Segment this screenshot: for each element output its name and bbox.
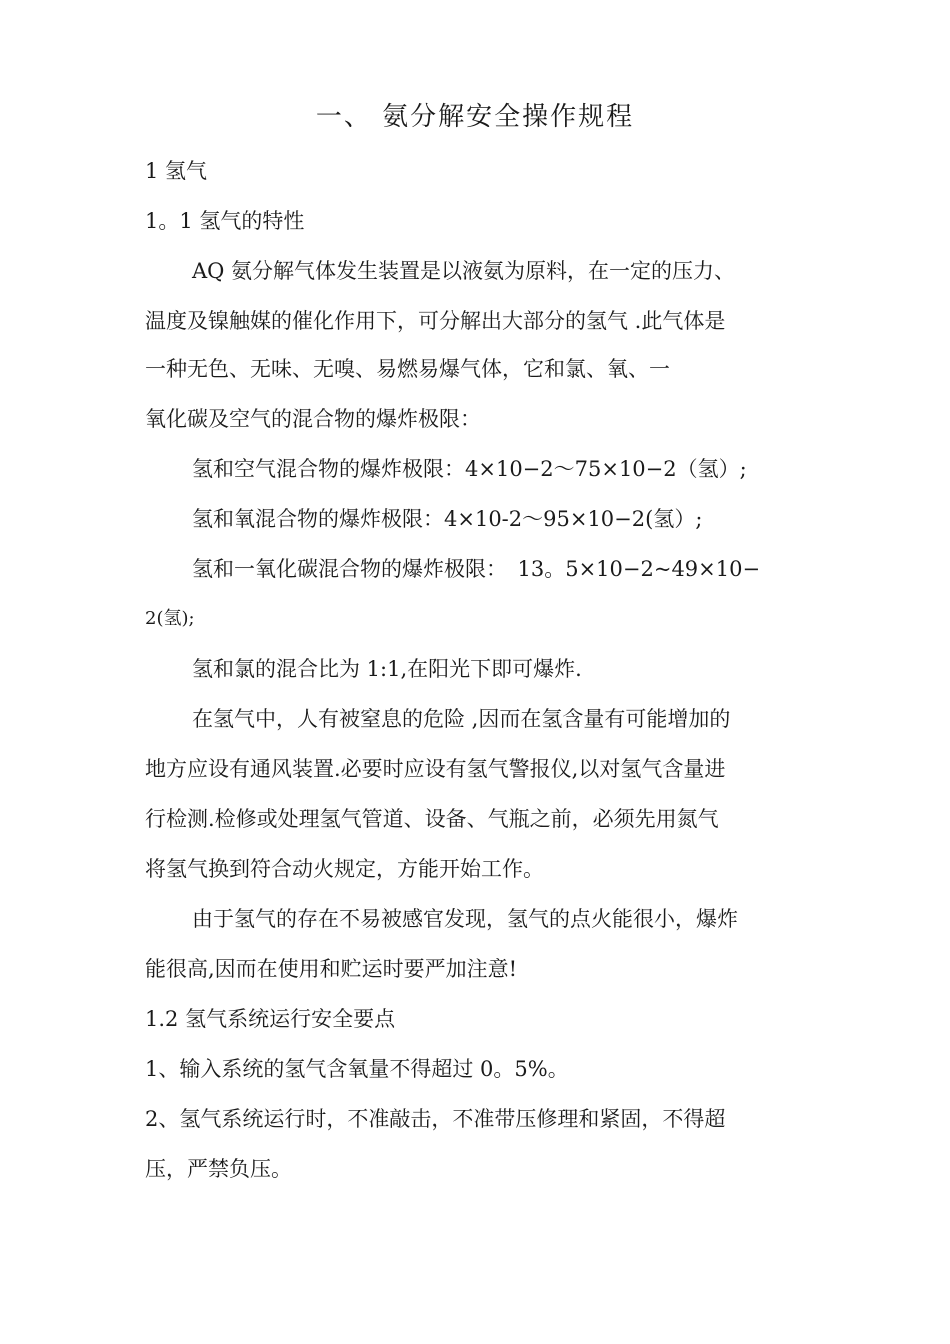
paragraph-line: 能很高,因而在使用和贮运时要严加注意! — [145, 957, 518, 981]
paragraph-line: 将氢气换到符合动火规定，方能开始工作。 — [145, 857, 544, 881]
paragraph-line: 一种无色、无味、无嗅、易燃易爆气体，它和氯、氧、一 — [145, 357, 670, 381]
document-title: 一、 氨分解安全操作规程 — [315, 102, 635, 132]
paragraph-line: 由于氢气的存在不易被感官发现，氢气的点火能很小，爆炸 — [192, 907, 738, 931]
paragraph-line: 温度及镍触媒的催化作用下，可分解出大部分的氢气 .此气体是 — [145, 309, 726, 333]
explosion-limit-line: 氢和一氧化碳混合物的爆炸极限： 13。5×10−2~49×10− — [192, 557, 761, 581]
explosion-limit-line: 氢和氧混合物的爆炸极限：4×10-2～95×10−2(氢）; — [192, 507, 703, 531]
explosion-limit-line: 氢和空气混合物的爆炸极限：4×10−2～75×10−2（氢）; — [192, 457, 747, 481]
subsection-heading: 1。1 氢气的特性 — [145, 209, 305, 233]
paragraph-line: 地方应设有通风装置.必要时应设有氢气警报仪,以对氢气含量进 — [145, 757, 726, 781]
paragraph-line: 行检测.检修或处理氢气管道、设备、气瓶之前，必须先用氮气 — [145, 807, 719, 831]
list-item: 2、氢气系统运行时，不准敲击，不准带压修理和紧固，不得超 — [145, 1107, 726, 1131]
section-heading: 1 氢气 — [145, 159, 208, 183]
list-item: 1、输入系统的氢气含氧量不得超过 0。5%。 — [145, 1057, 569, 1081]
subsection-heading: 1.2 氢气系统运行安全要点 — [145, 1007, 396, 1031]
paragraph-line: 氧化碳及空气的混合物的爆炸极限： — [145, 407, 481, 431]
explosion-limit-line: 2(氢); — [145, 608, 195, 629]
paragraph-line: 氢和氯的混合比为 1:1,在阳光下即可爆炸. — [192, 657, 582, 681]
paragraph-line: AQ 氨分解气体发生装置是以液氨为原料，在一定的压力、 — [192, 259, 736, 283]
paragraph-line: 在氢气中，人有被窒息的危险 ,因而在氢含量有可能增加的 — [192, 707, 731, 731]
list-item: 压，严禁负压。 — [145, 1157, 292, 1181]
